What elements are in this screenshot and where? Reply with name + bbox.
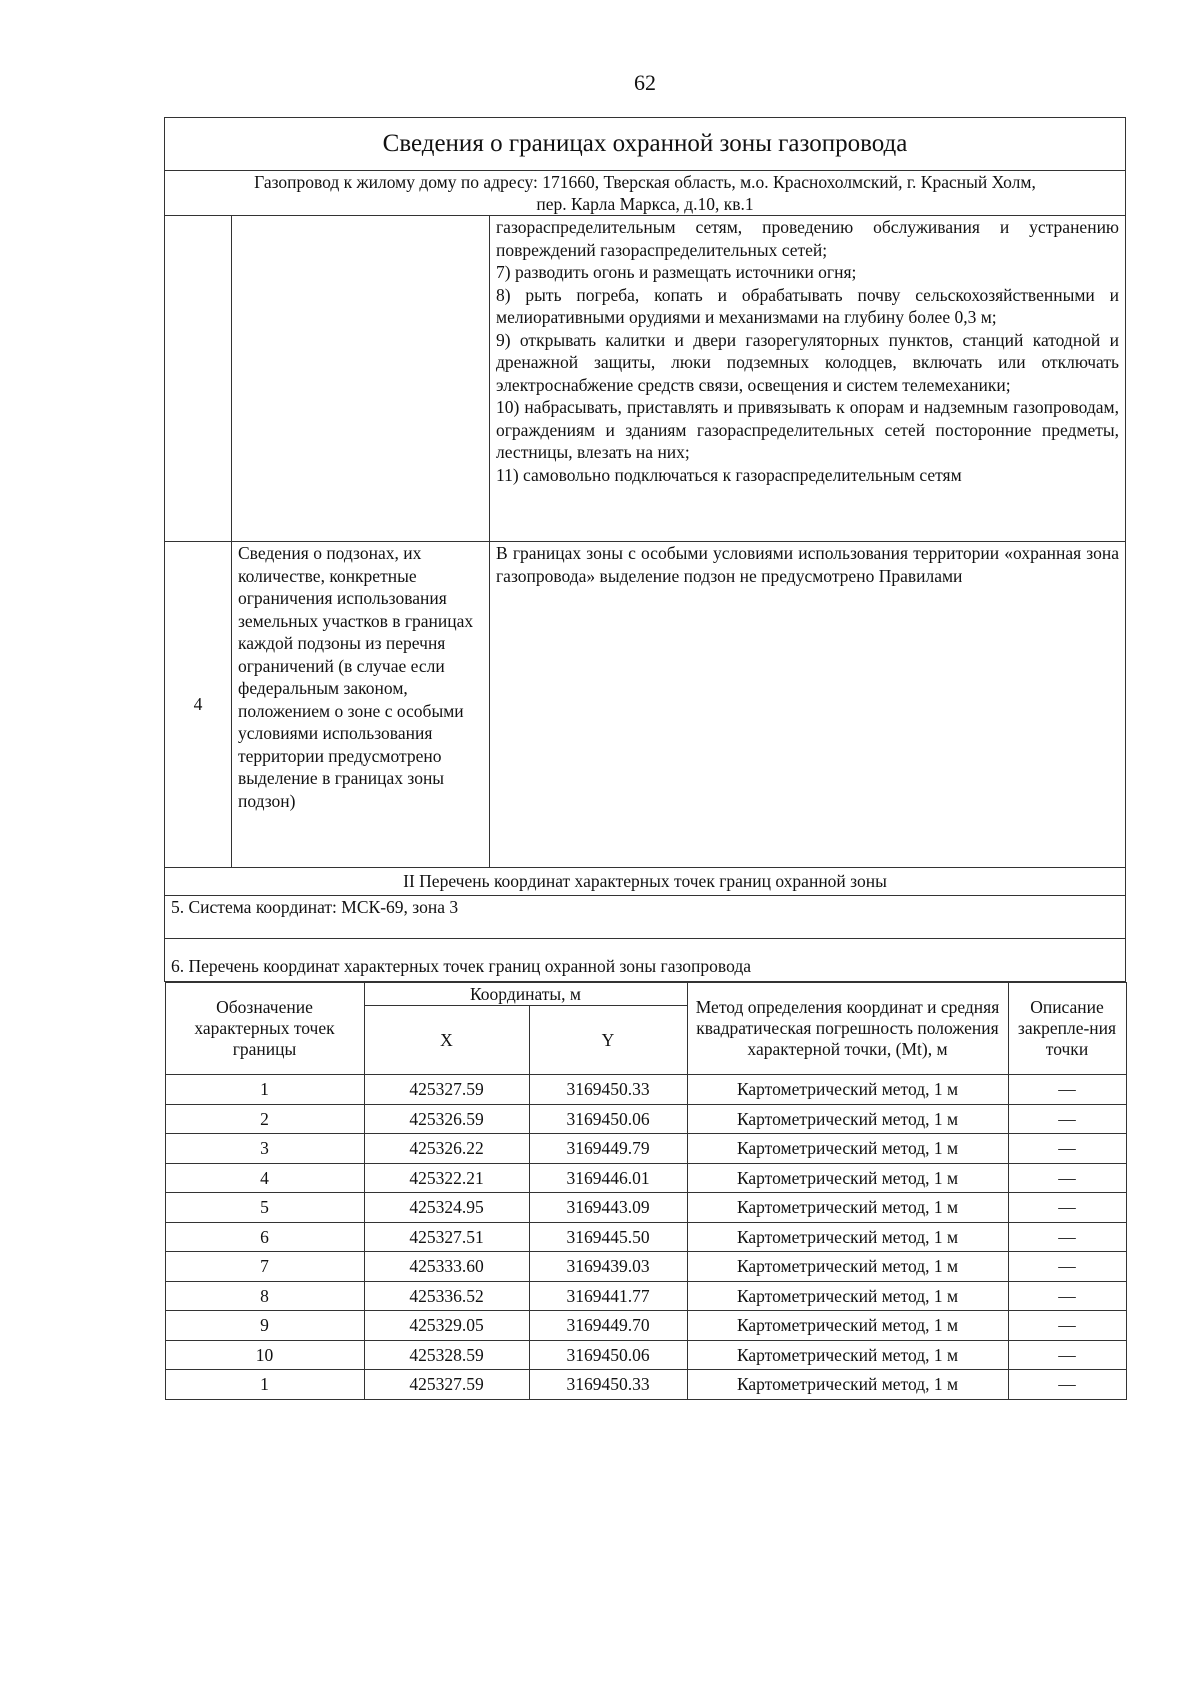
object-address [165, 171, 1126, 216]
header-description: Описание закрепле-ния точки [1008, 983, 1126, 1075]
coordinate-x: 425327.59 [364, 1370, 529, 1400]
point-designation: 9 [165, 1311, 364, 1341]
determination-method: Картометрический метод, 1 м [687, 1134, 1008, 1164]
determination-method: Картометрический метод, 1 м [687, 1311, 1008, 1341]
coordinate-row [165, 1193, 1126, 1223]
determination-method: Картометрический метод, 1 м [687, 1193, 1008, 1223]
coordinate-y: 3169441.77 [529, 1281, 687, 1311]
point-fixing-description: — [1008, 1340, 1126, 1370]
coordinate-y: 3169450.06 [529, 1340, 687, 1370]
coordinate-list-title: 6. Перечень координат характерных точек границ охранной зоны газопровода [165, 939, 1126, 982]
point-fixing-description: — [1008, 1281, 1126, 1311]
address-line-1: Газопровод к жилому дому по адресу: 171660, Тверская область, м.о. Краснохолмский, г. Красный Холм, [254, 172, 1036, 192]
determination-method: Картометрический метод, 1 м [687, 1281, 1008, 1311]
coordinate-x: 425326.59 [364, 1104, 529, 1134]
point-designation: 1 [165, 1370, 364, 1400]
point-fixing-description: — [1008, 1075, 1126, 1105]
row-number-empty [165, 216, 232, 542]
subzones-value: В границах зоны с особыми условиями использования территории «охранная зона газопровода» выделение подзон не предусмотрено Правилами [490, 542, 1126, 868]
coordinate-y: 3169445.50 [529, 1222, 687, 1252]
coordinate-y: 3169450.33 [529, 1075, 687, 1105]
protection-zone-table [164, 117, 1126, 1400]
row-number: 4 [165, 542, 232, 868]
point-designation: 4 [165, 1163, 364, 1193]
restriction-item: газораспределительным сетям, проведению обслуживания и устранению повреждений газораспределительных сетей; [496, 217, 1120, 260]
coordinate-system: 5. Система координат: МСК-69, зона 3 [165, 896, 1126, 939]
coordinate-x: 425333.60 [364, 1252, 529, 1282]
header-y: Y [529, 1006, 687, 1075]
coordinate-x: 425324.95 [364, 1193, 529, 1223]
header-x: X [364, 1006, 529, 1075]
page-number: 62 [634, 70, 656, 95]
restriction-item: 10) набрасывать, приставлять и привязывать к опорам и надземным газопроводам, ограждениям и зданиям газораспределительных сетей посторонние предметы, лестницы, влезать на них; [496, 397, 1120, 462]
point-designation: 6 [165, 1222, 364, 1252]
point-designation: 2 [165, 1104, 364, 1134]
coordinate-y: 3169449.79 [529, 1134, 687, 1164]
point-designation: 7 [165, 1252, 364, 1282]
header-method: Метод определения координат и средняя квадратическая погрешность положения характерной точки, (Mt), м [687, 983, 1008, 1075]
row-label-empty [232, 216, 490, 542]
coordinate-row [165, 1104, 1126, 1134]
coordinate-row [165, 1311, 1126, 1341]
restriction-item: 8) рыть погреба, копать и обрабатывать почву сельскохозяйственными и мелиоративными орудиями и механизмами на глубину более 0,3 м; [496, 284, 1120, 327]
coordinate-y: 3169449.70 [529, 1311, 687, 1341]
restriction-item: 11) самовольно подключаться к газораспределительным сетям [496, 464, 962, 485]
point-fixing-description: — [1008, 1134, 1126, 1164]
point-designation: 5 [165, 1193, 364, 1223]
address-line-2: пер. Карла Маркса, д.10, кв.1 [536, 194, 754, 214]
determination-method: Картометрический метод, 1 м [687, 1075, 1008, 1105]
coordinate-x: 425327.51 [364, 1222, 529, 1252]
coordinate-row [165, 1370, 1126, 1400]
subzones-label: Сведения о подзонах, их количестве, конкретные ограничения использования земельных участков в границах каждой подзоны из перечня ограничений (в случае если федеральным законом, положением о зоне с особыми условиями использования территории предусмотрено выделение в границах зоны подзон) [232, 542, 490, 868]
coordinate-y: 3169450.33 [529, 1370, 687, 1400]
section-2-title: II Перечень координат характерных точек границ охранной зоны [165, 868, 1126, 896]
point-designation: 3 [165, 1134, 364, 1164]
coordinate-row [165, 1075, 1126, 1105]
coordinate-x: 425329.05 [364, 1311, 529, 1341]
determination-method: Картометрический метод, 1 м [687, 1252, 1008, 1282]
coordinates-wrapper [165, 982, 1126, 1400]
coordinate-y: 3169439.03 [529, 1252, 687, 1282]
point-designation: 8 [165, 1281, 364, 1311]
point-fixing-description: — [1008, 1193, 1126, 1223]
coordinates-table [165, 982, 1127, 1400]
point-designation: 1 [165, 1075, 364, 1105]
coordinate-row [165, 1340, 1126, 1370]
determination-method: Картометрический метод, 1 м [687, 1104, 1008, 1134]
coordinate-y: 3169443.09 [529, 1193, 687, 1223]
coordinate-row [165, 1252, 1126, 1282]
determination-method: Картометрический метод, 1 м [687, 1163, 1008, 1193]
coordinate-y: 3169450.06 [529, 1104, 687, 1134]
coordinate-row [165, 1134, 1126, 1164]
header-designation: Обозначение характерных точек границы [165, 983, 364, 1075]
coordinate-x: 425336.52 [364, 1281, 529, 1311]
point-fixing-description: — [1008, 1163, 1126, 1193]
point-designation: 10 [165, 1340, 364, 1370]
point-fixing-description: — [1008, 1311, 1126, 1341]
restriction-item: 7) разводить огонь и размещать источники огня; [496, 262, 857, 282]
coordinate-row [165, 1222, 1126, 1252]
coordinate-x: 425322.21 [364, 1163, 529, 1193]
coordinate-x: 425328.59 [364, 1340, 529, 1370]
restrictions-list [490, 216, 1126, 542]
coordinate-row [165, 1281, 1126, 1311]
coordinate-x: 425326.22 [364, 1134, 529, 1164]
point-fixing-description: — [1008, 1222, 1126, 1252]
determination-method: Картометрический метод, 1 м [687, 1222, 1008, 1252]
coordinate-x: 425327.59 [364, 1075, 529, 1105]
header-coordinates: Координаты, м [364, 983, 687, 1006]
coordinate-y: 3169446.01 [529, 1163, 687, 1193]
determination-method: Картометрический метод, 1 м [687, 1340, 1008, 1370]
point-fixing-description: — [1008, 1252, 1126, 1282]
coordinate-row [165, 1163, 1126, 1193]
document-title: Сведения о границах охранной зоны газопровода [165, 118, 1126, 171]
point-fixing-description: — [1008, 1370, 1126, 1400]
point-fixing-description: — [1008, 1104, 1126, 1134]
restriction-item: 9) открывать калитки и двери газорегуляторных пунктов, станций катодной и дренажной защиты, люки подземных колодцев, включать или отключать электроснабжение средств связи, освещения и систем телемеханики; [496, 329, 1120, 395]
determination-method: Картометрический метод, 1 м [687, 1370, 1008, 1400]
